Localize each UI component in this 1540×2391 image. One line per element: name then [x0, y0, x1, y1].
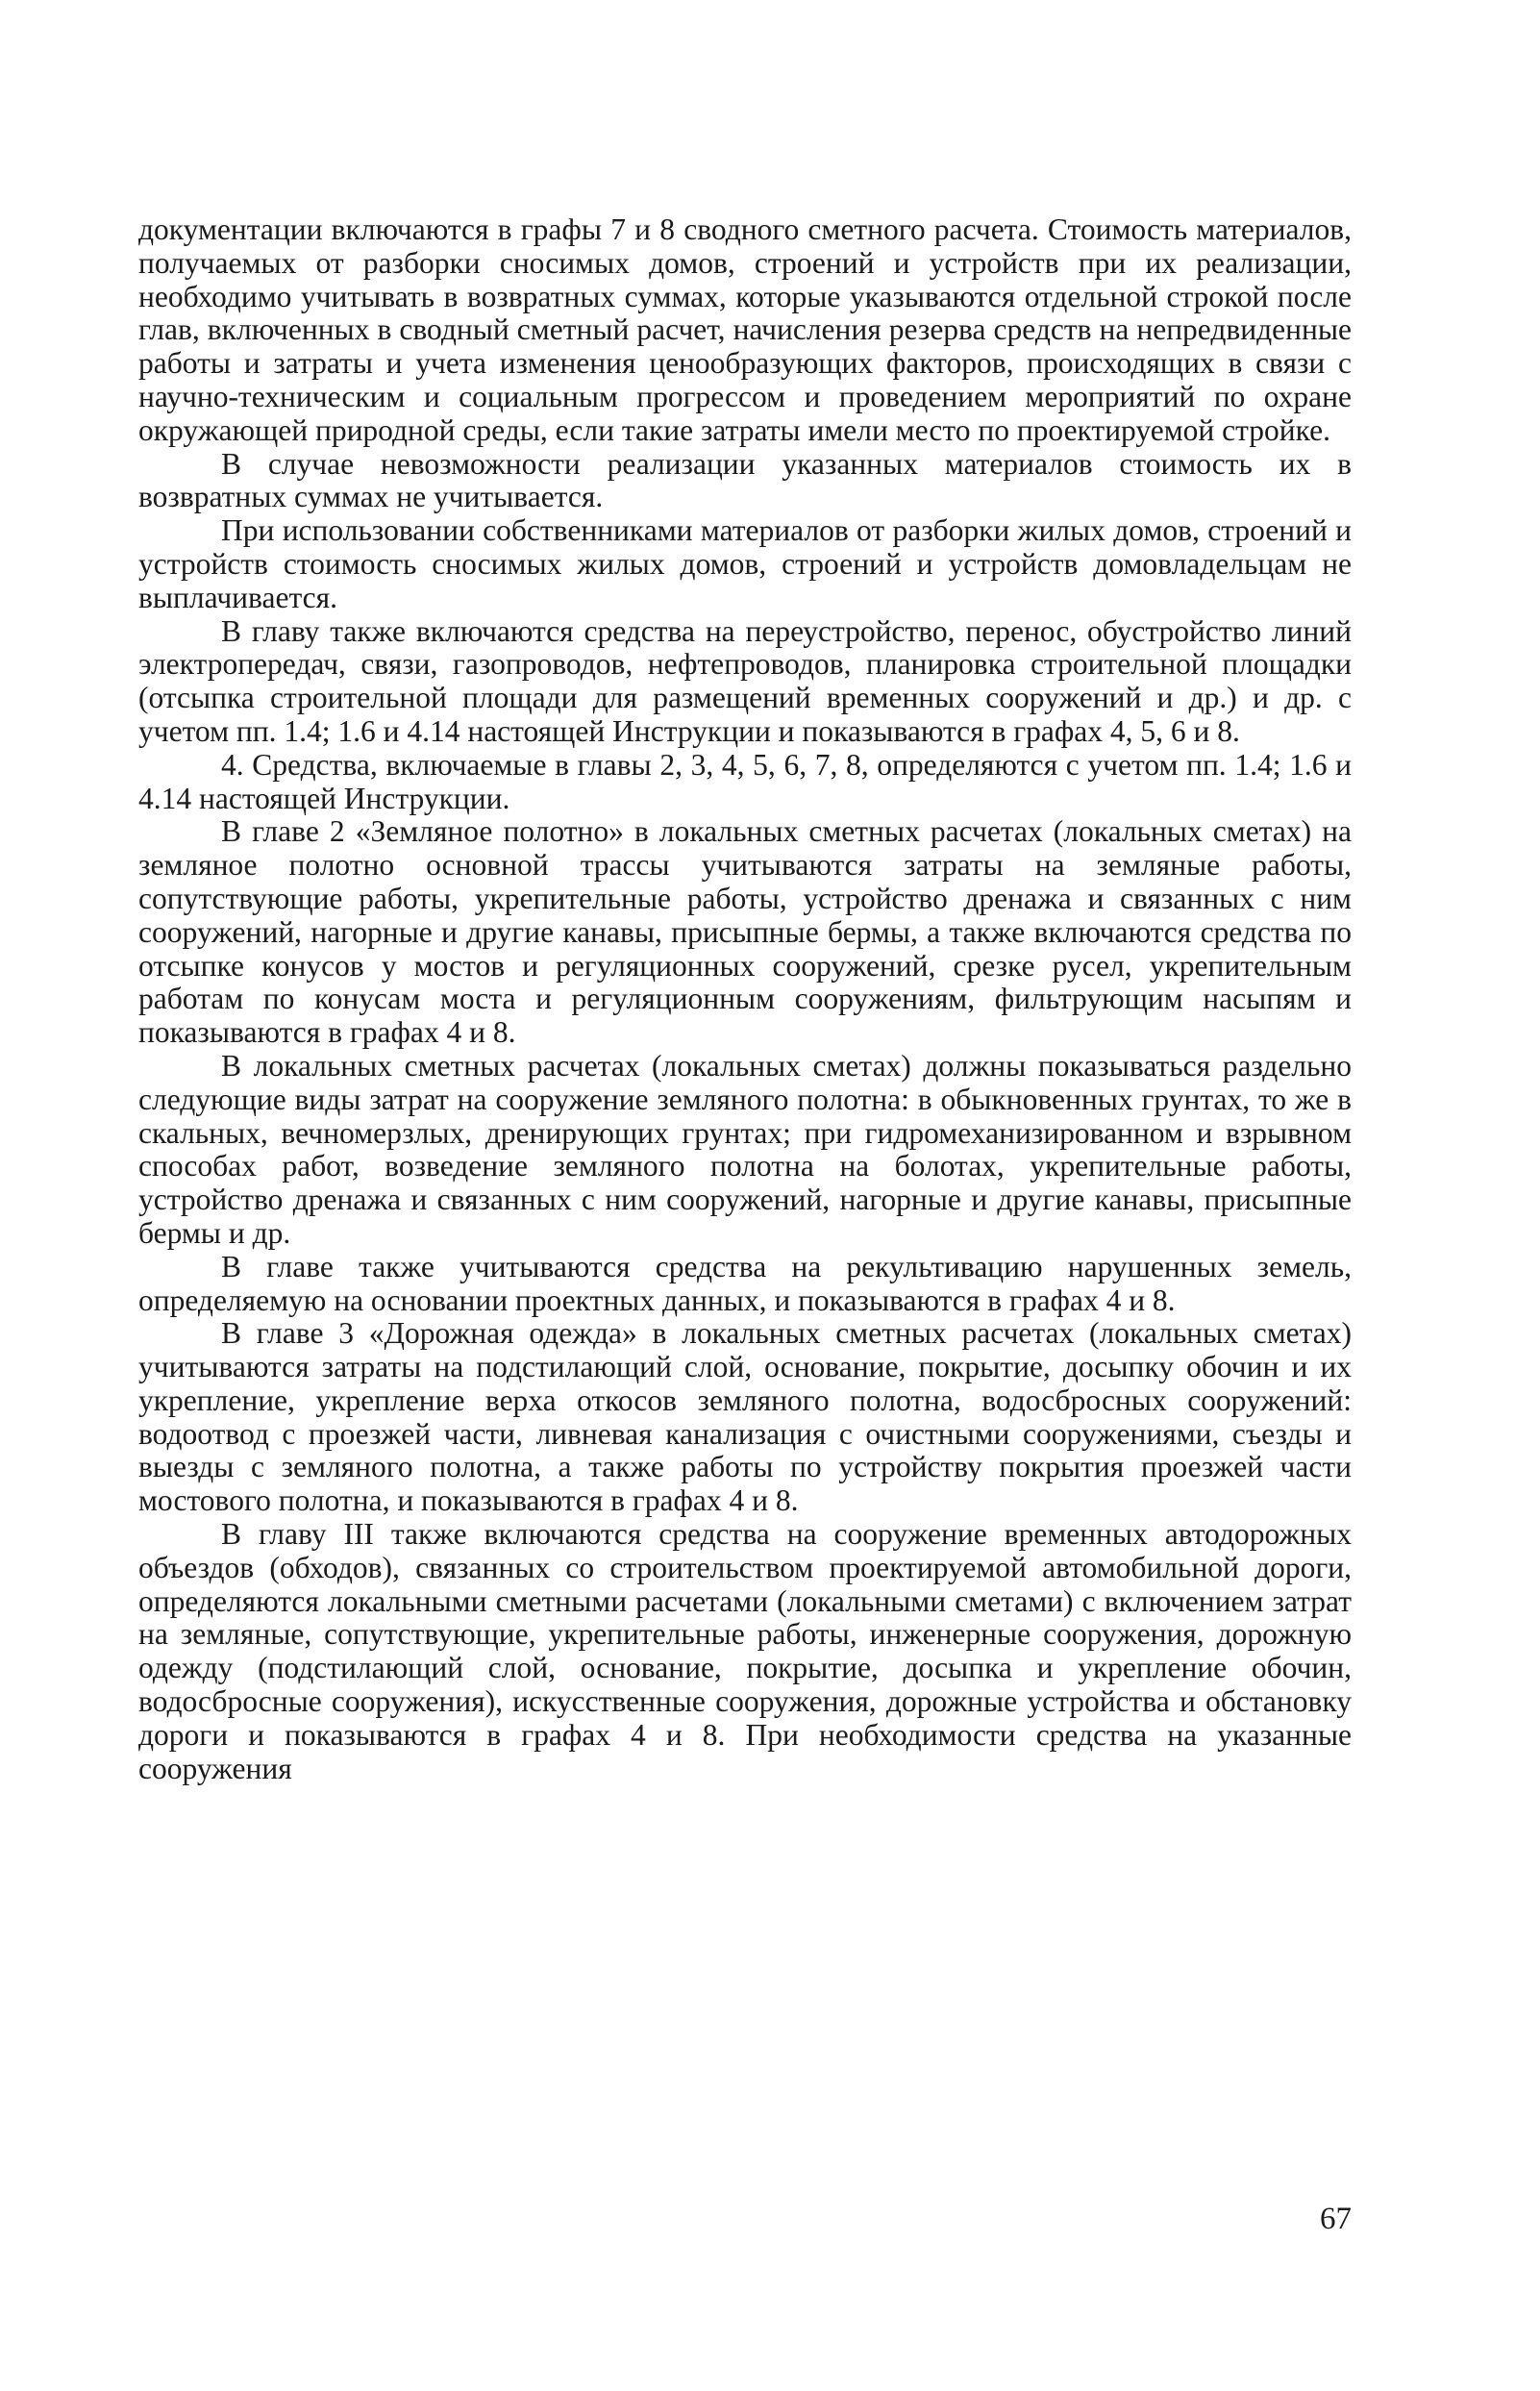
paragraph: 4. Средства, включаемые в главы 2, 3, 4, 5, 6, 7, 8, определяются с учетом пп. 1.4; 1.6 и 4.14 настоящей Инструкции.	[138, 747, 1352, 815]
body-text	[138, 213, 1352, 1785]
paragraph: документации включаются в графы 7 и 8 сводного сметного расчета. Стоимость материалов, получаемых от разборки сносимых домов, строений и устройств при их реализации, необходимо учитывать в возвратных суммах, которые указываются отдельной строкой после глав, включенных в сводный сметный расчет, начисления резерва средств на непредвиденные работы и затраты и учета изменения ценообразующих факторов, происходящих в связи с научно-техническим и социальным прогрессом и проведением мероприятий по охране окружающей природной среды, если такие затраты имели место по проектируемой стройке.	[138, 212, 1352, 447]
paragraph: В главе также учитываются средства на рекультивацию нарушенных земель, определяемую на основании проектных данных, и показываются в графах 4 и 8.	[138, 1249, 1352, 1317]
paragraph: В главу также включаются средства на переустройство, перенос, обустройство линий электропередач, связи, газопроводов, нефтепроводов, планировка строительной площадки (отсыпка строительной площади для размещений временных сооружений и др.) и др. с учетом пп. 1.4; 1.6 и 4.14 настоящей Инструкции и показываются в графах 4, 5, 6 и 8.	[138, 613, 1352, 748]
paragraph: В случае невозможности реализации указанных материалов стоимость их в возвратных суммах не учитывается.	[138, 446, 1352, 514]
paragraph: В главу III также включаются средства на сооружение временных автодорожных объездов (обходов), связанных со строительством проектируемой автомобильной дороги, определяются локальными сметными расчетами (локальными сметами) с включением затрат на земляные, сопутствующие, укрепительные работы, инженерные сооружения, дорожную одежду (подстилающий слой, основание, покрытие, досыпка и укрепление обочин, водосбросные сооружения), искусственные сооружения, дорожные устройства и обстановку дороги и показываются в графах 4 и 8. При необходимости средства на указанные сооружения	[138, 1517, 1352, 1785]
paragraph: В локальных сметных расчетах (локальных сметах) должны показываться раздельно следующие виды затрат на сооружение земляного полотна: в обыкновенных грунтах, то же в скальных, вечномерзлых, дренирующих грунтах; при гидромеханизированном и взрывном способах работ, возведение земляного полотна на болотах, укрепительные работы, устройство дренажа и связанных с ним сооружений, нагорные и другие канавы, присыпные бермы и др.	[138, 1048, 1352, 1250]
paragraph: В главе 3 «Дорожная одежда» в локальных сметных расчетах (локальных сметах) учитываются затраты на подстилающий слой, основание, покрытие, досыпку обочин и их укрепление, укрепление верха откосов земляного полотна, водосбросных сооружений: водоотвод с проезжей части, ливневая канализация с очистными сооружениями, съезды и выезды с земляного полотна, а также работы по устройству покрытия проезжей части мостового полотна, и показываются в графах 4 и 8.	[138, 1316, 1352, 1518]
page-number: 67	[1320, 2202, 1352, 2236]
paragraph: При использовании собственниками материалов от разборки жилых домов, строений и устройств стоимость сносимых жилых домов, строений и устройств домовладельцам не выплачивается.	[138, 513, 1352, 614]
paragraph: В главе 2 «Земляное полотно» в локальных сметных расчетах (локальных сметах) на земляное полотно основной трассы учитываются затраты на земляные работы, сопутствующие работы, укрепительные работы, устройство дренажа и связанных с ним сооружений, нагорные и другие канавы, присыпные бермы, а также включаются средства по отсыпке конусов у мостов и регуляционных сооружений, срезке русел, укрепительным работам по конусам моста и регуляционным сооружениям, фильтрующим насыпям и показываются в графах 4 и 8.	[138, 814, 1352, 1050]
